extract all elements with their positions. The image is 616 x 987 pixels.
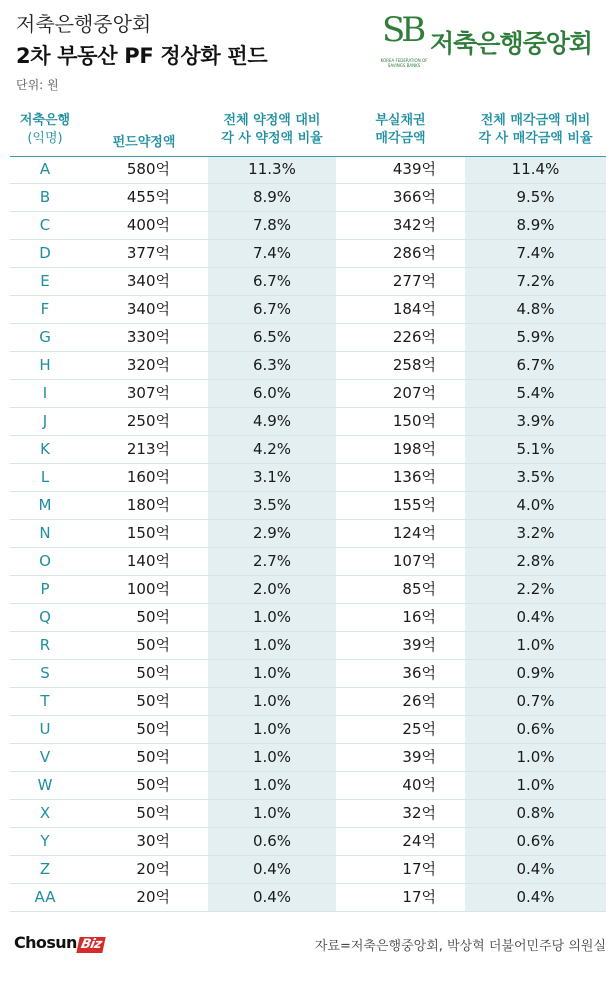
bank-cell: U — [39, 720, 51, 738]
header-commitment-ratio-line2: 각 사 약정액 비율 — [221, 131, 323, 146]
bank-cell: D — [39, 244, 51, 262]
sale-ratio-cell: 6.7% — [516, 356, 555, 374]
npl-sale-cell: 198억 — [392, 440, 436, 458]
header-commitment-ratio-line1: 전체 약정액 대비 — [223, 113, 321, 128]
table-row — [10, 716, 606, 744]
commitment-ratio-cell: 3.1% — [252, 468, 292, 486]
commitment-cell: 340억 — [126, 272, 170, 290]
table-header — [10, 104, 606, 157]
bank-cell: E — [40, 272, 50, 290]
table-row — [10, 492, 606, 520]
npl-sale-cell: 32억 — [402, 804, 436, 822]
commitment-cell: 400억 — [126, 216, 170, 234]
commitment-cell: 50억 — [136, 636, 170, 654]
header-commitment — [80, 104, 208, 156]
bank-cell: Y — [40, 832, 50, 850]
page-title: 2차 부동산 PF 정상화 펀드 — [16, 44, 268, 68]
commitment-ratio-cell: 2.9% — [252, 524, 292, 542]
npl-sale-cell: 39억 — [402, 636, 436, 654]
sale-ratio-cell: 0.6% — [516, 832, 555, 850]
bank-cell: L — [40, 468, 50, 486]
logo-text: 저축은행중앙회 — [430, 29, 593, 58]
npl-sale-cell: 107억 — [392, 552, 436, 570]
npl-sale-cell: 286억 — [392, 244, 436, 262]
unit-label: 단위: 원 — [16, 78, 59, 92]
npl-sale-cell: 39억 — [402, 748, 436, 766]
sale-ratio-cell: 5.1% — [516, 440, 555, 458]
commitment-ratio-cell: 0.4% — [252, 860, 292, 878]
commitment-ratio-cell: 6.7% — [252, 272, 292, 290]
bank-cell: C — [39, 216, 51, 234]
commitment-cell: 20억 — [136, 888, 170, 906]
sup-title: 저축은행중앙회 — [16, 12, 152, 36]
bank-cell: V — [39, 748, 51, 766]
bank-cell: T — [40, 692, 50, 710]
commitment-cell: 150억 — [126, 524, 170, 542]
bank-cell: J — [42, 412, 48, 430]
sale-ratio-cell: 3.2% — [516, 524, 555, 542]
commitment-cell: 330억 — [126, 328, 170, 346]
bank-cell: AA — [34, 888, 56, 906]
commitment-cell: 50억 — [136, 776, 170, 794]
commitment-ratio-cell: 3.5% — [252, 496, 292, 514]
bank-cell: B — [39, 188, 51, 206]
table-row — [10, 408, 606, 436]
sale-ratio-cell: 7.2% — [516, 272, 555, 290]
npl-sale-cell: 258억 — [392, 356, 436, 374]
npl-sale-cell: 342억 — [392, 216, 436, 234]
header-commitment-ratio — [208, 104, 336, 156]
sale-ratio-cell: 4.8% — [516, 300, 555, 318]
sale-ratio-cell: 1.0% — [516, 636, 555, 654]
commitment-ratio-cell: 1.0% — [252, 776, 292, 794]
header-npl-sale — [336, 104, 465, 156]
footer — [0, 920, 616, 980]
commitment-ratio-cell: 2.7% — [252, 552, 292, 570]
commitment-ratio-cell: 6.3% — [252, 356, 292, 374]
commitment-cell: 377억 — [126, 244, 170, 262]
bank-cell: N — [39, 524, 51, 542]
table-row — [10, 688, 606, 716]
npl-sale-cell: 17억 — [402, 860, 436, 878]
brand-accent: Biz — [76, 937, 106, 953]
bank-cell: H — [39, 356, 51, 374]
bank-cell: M — [38, 496, 52, 514]
table-row — [10, 660, 606, 688]
header-bank-line2: (익명) — [27, 131, 63, 146]
commitment-ratio-cell: 4.9% — [252, 412, 292, 430]
source-note: 자료=저축은행중앙회, 박상혁 더불어민주당 의원실 — [314, 939, 606, 954]
sale-ratio-cell: 2.8% — [516, 552, 555, 570]
sale-ratio-cell: 3.5% — [516, 468, 555, 486]
commitment-ratio-cell: 1.0% — [252, 748, 292, 766]
commitment-cell: 50억 — [136, 804, 170, 822]
bank-cell: I — [42, 384, 48, 402]
npl-sale-cell: 155억 — [392, 496, 436, 514]
table-row — [10, 156, 606, 184]
table-row — [10, 436, 606, 464]
commitment-cell: 180억 — [126, 496, 170, 514]
sale-ratio-cell: 2.2% — [516, 580, 555, 598]
header-sale-ratio-line2: 각 사 매각금액 비율 — [478, 131, 593, 146]
commitment-cell: 455억 — [126, 188, 170, 206]
npl-sale-cell: 85억 — [402, 580, 436, 598]
npl-sale-cell: 26억 — [402, 692, 436, 710]
header-sale-ratio-line1: 전체 매각금액 대비 — [480, 113, 591, 128]
table-row — [10, 856, 606, 884]
commitment-cell: 580억 — [126, 160, 170, 178]
header-bank — [10, 104, 80, 156]
logo-mark-icon — [380, 8, 426, 80]
commitment-cell: 50억 — [136, 664, 170, 682]
npl-sale-cell: 24억 — [402, 832, 436, 850]
npl-sale-cell: 124억 — [392, 524, 436, 542]
bank-cell: Q — [39, 608, 51, 626]
commitment-ratio-cell: 1.0% — [252, 664, 292, 682]
table-row — [10, 520, 606, 548]
table-row — [10, 212, 606, 240]
commitment-ratio-cell: 1.0% — [252, 804, 292, 822]
table-row — [10, 828, 606, 856]
commitment-ratio-cell: 11.3% — [248, 160, 296, 178]
npl-sale-cell: 277억 — [392, 272, 436, 290]
bank-cell: W — [37, 776, 53, 794]
commitment-ratio-cell: 6.5% — [252, 328, 292, 346]
table-row — [10, 632, 606, 660]
sale-ratio-cell: 0.6% — [516, 720, 555, 738]
npl-sale-cell: 439억 — [392, 160, 436, 178]
commitment-cell: 100억 — [126, 580, 170, 598]
table-row — [10, 380, 606, 408]
logo-mark-letters: SB — [382, 10, 423, 50]
table-body — [10, 156, 606, 912]
bank-cell: G — [39, 328, 51, 346]
table-row — [10, 884, 606, 912]
bank-cell: R — [39, 636, 51, 654]
bank-cell: Z — [39, 860, 51, 878]
commitment-ratio-cell: 6.7% — [252, 300, 292, 318]
table-row — [10, 604, 606, 632]
npl-sale-cell: 366억 — [392, 188, 436, 206]
npl-sale-cell: 16억 — [402, 608, 436, 626]
commitment-ratio-cell: 7.8% — [252, 216, 292, 234]
commitment-ratio-cell: 0.4% — [252, 888, 292, 906]
commitment-cell: 250억 — [126, 412, 170, 430]
sale-ratio-cell: 4.0% — [516, 496, 555, 514]
bank-cell: A — [39, 160, 51, 178]
bank-cell: K — [40, 440, 50, 458]
table-row — [10, 240, 606, 268]
commitment-cell: 140억 — [126, 552, 170, 570]
commitment-cell: 50억 — [136, 720, 170, 738]
npl-sale-cell: 36억 — [402, 664, 436, 682]
header-bank-line1: 저축은행 — [19, 113, 71, 128]
commitment-ratio-cell: 6.0% — [252, 384, 292, 402]
commitment-cell: 213억 — [126, 440, 170, 458]
commitment-cell: 307억 — [126, 384, 170, 402]
sale-ratio-cell: 8.9% — [516, 216, 555, 234]
sale-ratio-cell: 0.7% — [516, 692, 555, 710]
federation-logo — [380, 8, 610, 80]
sale-ratio-cell: 11.4% — [511, 160, 560, 178]
npl-sale-cell: 136억 — [392, 468, 436, 486]
header — [0, 0, 616, 100]
bank-cell: O — [39, 552, 51, 570]
commitment-cell: 340억 — [126, 300, 170, 318]
brand-main: Chosun — [14, 933, 77, 952]
commitment-ratio-cell: 1.0% — [252, 720, 292, 738]
sale-ratio-cell: 3.9% — [516, 412, 555, 430]
npl-sale-cell: 150억 — [392, 412, 436, 430]
npl-sale-cell: 25억 — [402, 720, 436, 738]
commitment-ratio-cell: 4.2% — [252, 440, 292, 458]
sale-ratio-cell: 0.8% — [516, 804, 555, 822]
table-row — [10, 184, 606, 212]
table-row — [10, 296, 606, 324]
npl-sale-cell: 17억 — [402, 888, 436, 906]
table-row — [10, 268, 606, 296]
table-row — [10, 772, 606, 800]
sale-ratio-cell: 9.5% — [516, 188, 555, 206]
bank-cell: F — [40, 300, 50, 318]
table-row — [10, 576, 606, 604]
table-row — [10, 744, 606, 772]
commitment-cell: 30억 — [136, 832, 170, 850]
table-row — [10, 324, 606, 352]
commitment-cell: 20억 — [136, 860, 170, 878]
sale-ratio-cell: 7.4% — [516, 244, 555, 262]
table-row — [10, 464, 606, 492]
header-npl-sale-line2: 매각금액 — [375, 131, 426, 146]
bank-cell: S — [40, 664, 50, 682]
sale-ratio-cell: 5.9% — [516, 328, 555, 346]
npl-sale-cell: 184억 — [392, 300, 436, 318]
table-row — [10, 548, 606, 576]
commitment-ratio-cell: 0.6% — [252, 832, 292, 850]
sale-ratio-cell: 1.0% — [516, 776, 555, 794]
sale-ratio-cell: 5.4% — [516, 384, 555, 402]
commitment-ratio-cell: 1.0% — [252, 636, 292, 654]
commitment-cell: 50억 — [136, 692, 170, 710]
table-row — [10, 352, 606, 380]
commitment-ratio-cell: 1.0% — [252, 608, 292, 626]
commitment-cell: 50억 — [136, 608, 170, 626]
commitment-cell: 320억 — [126, 356, 170, 374]
commitment-ratio-cell: 2.0% — [252, 580, 292, 598]
sale-ratio-cell: 0.9% — [516, 664, 555, 682]
chosunbiz-logo — [14, 933, 104, 953]
header-sale-ratio — [465, 104, 606, 156]
commitment-cell: 160억 — [126, 468, 170, 486]
sale-ratio-cell: 0.4% — [516, 888, 555, 906]
sale-ratio-cell: 1.0% — [516, 748, 555, 766]
table-row — [10, 800, 606, 828]
npl-sale-cell: 40억 — [402, 776, 436, 794]
header-npl-sale-line1: 부실채권 — [375, 113, 426, 128]
commitment-cell: 50억 — [136, 748, 170, 766]
commitment-ratio-cell: 8.9% — [252, 188, 292, 206]
commitment-ratio-cell: 1.0% — [252, 692, 292, 710]
commitment-ratio-cell: 7.4% — [252, 244, 292, 262]
sale-ratio-cell: 0.4% — [516, 860, 555, 878]
sale-ratio-cell: 0.4% — [516, 608, 555, 626]
npl-sale-cell: 207억 — [392, 384, 436, 402]
bank-cell: P — [40, 580, 50, 598]
logo-mark-subtext: KOREA FEDERATION OF SAVINGS BANKS — [380, 58, 428, 68]
header-commitment-line1: 펀드약정액 — [112, 135, 176, 150]
bank-cell: X — [39, 804, 51, 822]
npl-sale-cell: 226억 — [392, 328, 436, 346]
